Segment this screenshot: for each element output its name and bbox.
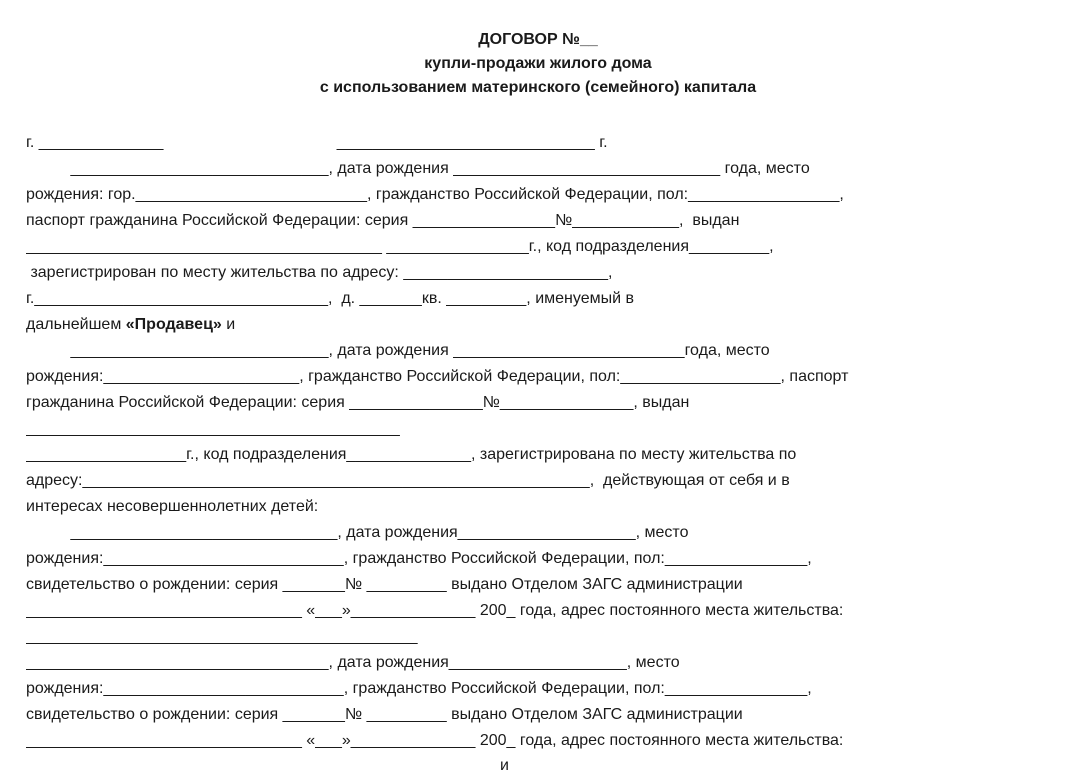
- contract-subtitle-purchase: купли-продажи жилого дома: [424, 55, 652, 72]
- text-line: свидетельство о рождении: серия _______№ _________ выдано Отделом ЗАГС администрации: [26, 706, 743, 723]
- seller-role: «Продавец»: [125, 316, 222, 333]
- text-line: рождения:___________________________, гражданство Российской Федерации, пол:________________,: [26, 550, 812, 567]
- cut-off-text: и: [500, 757, 509, 774]
- text-line: рождения:___________________________, гражданство Российской Федерации, пол:________________,: [26, 680, 812, 697]
- text-line: _____________________________, дата рождения ______________________________ года, место: [26, 160, 810, 177]
- text-line: паспорт гражданина Российской Федерации: серия ________________№____________, выдан: [26, 212, 740, 229]
- text-line: гражданина Российской Федерации: серия _______________№_______________, выдан: [26, 394, 690, 411]
- text-line: _____________________________, дата рождения __________________________года, место: [26, 342, 770, 359]
- text-line: ________________________________________ ________________г., код подразделения_________,: [26, 238, 774, 255]
- document-header: [0, 28, 1076, 100]
- text-line: свидетельство о рождении: серия _______№ _________ выдано Отделом ЗАГС администрации: [26, 576, 743, 593]
- text-line: ____________________________________________: [26, 628, 418, 645]
- text-line: г._________________________________, д. _______кв. _________, именуемый в: [26, 290, 634, 307]
- contract-title: ДОГОВОР №__: [478, 31, 598, 48]
- text-line: интересах несовершеннолетних детей:: [26, 498, 319, 515]
- text-line: ______________________________, дата рождения____________________, место: [26, 524, 689, 541]
- text-fragment: и: [221, 316, 236, 333]
- text-line: рождения:______________________, гражданство Российской Федерации, пол:__________________, паспорт: [26, 368, 849, 385]
- contract-body: [26, 130, 1066, 754]
- text-line: __________________________________________: [26, 420, 400, 437]
- contract-subtitle-capital: с использованием материнского (семейного) капитала: [319, 79, 757, 96]
- text-line: __________________г., код подразделения______________, зарегистрирована по месту жительства по: [26, 446, 797, 463]
- text-line: г. ______________ _____________________________ г.: [26, 134, 608, 151]
- text-line: зарегистрирован по месту жительства по адресу: _______________________,: [26, 264, 613, 281]
- text-line: _______________________________ «___»______________ 200_ года, адрес постоянного места жительства:: [26, 732, 844, 749]
- seller-designation-line: [26, 312, 1066, 338]
- text-line: _______________________________ «___»______________ 200_ года, адрес постоянного места жительства:: [26, 602, 844, 619]
- text-line: рождения: гор.__________________________, гражданство Российской Федерации, пол:_________________,: [26, 186, 844, 203]
- text-line: адресу:_________________________________________________________, действующая от себя и в: [26, 472, 790, 489]
- text-fragment: дальнейшем: [26, 316, 126, 333]
- text-line: __________________________________, дата рождения____________________, место: [26, 654, 680, 671]
